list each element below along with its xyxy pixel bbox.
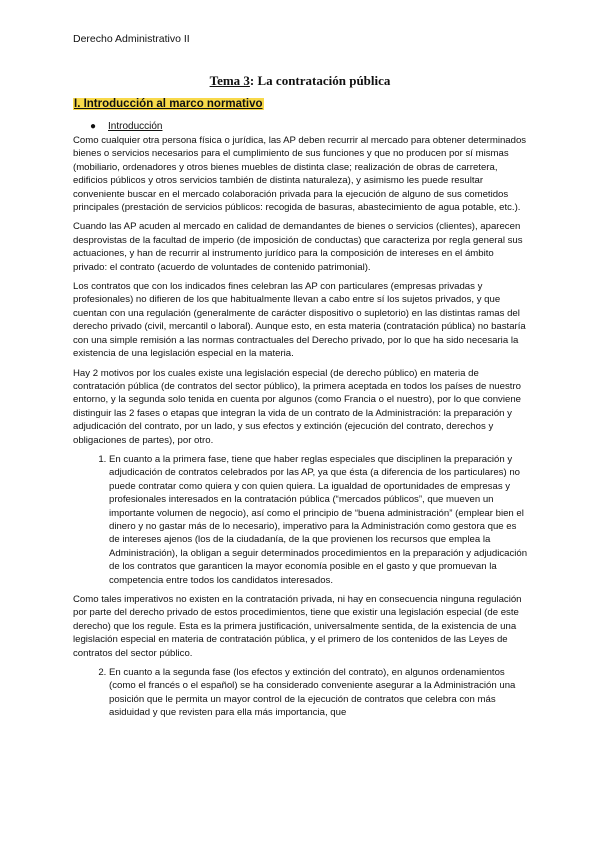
paragraph: Los contratos que con los indicados fines celebran las AP con particulares (empresas privadas y profesionales) no difieren de los que habitualmente llevan a cabo entre sí los sujetos privados, y que cuentan con una regulación (generalmente de carácter dispositivo o supletorio) en las distintas ramas del derecho privado (civil, mercantil o laboral). Aunque esto, en esta materia (contratación pública) no bastaría con una simple remisión a las normas contractuales del Derecho privado, por lo que ha sido necesaria la existencia de una legislación especial en la materia.: [73, 281, 526, 360]
page-header: Derecho Administrativo II: [73, 33, 190, 45]
bullet-symbol: ●: [90, 121, 97, 132]
paragraph: Cuando las AP acuden al mercado en calidad de demandantes de bienes o servicios (clientes), aparecen desprovistas de la facultad de imperio (de imposición de conductas) que caracteriza por regla general sus actuaciones, y han de recurrir al instrumento jurídico para la composición de intereses en el ámbito privado: el contrato (acuerdo de voluntades de contenido patrimonial).: [73, 221, 523, 273]
document-title: [0, 73, 600, 89]
list-item: 1. En cuanto a la primera fase, tiene que haber reglas especiales que disciplinen la preparación y adjudicación de contratos celebrados por las AP, ya que ésta (a diferencia de los particulares) no puede contratar como quiera y con quien quiera. La igualdad de oportunidades de empresas y profesionales interesados en la contratación pública (“mercados públicos”, que mueven un importante volumen de negocio), así como el principio de “buena administración” (emplear bien el dinero y no gastar más de lo necesario), imperativo para la Administración como gestora que es de intereses ajenos (los de la ciudadanía, de la que provienen los recursos que emplea la Administración), la obligan a seguir determinados procedimientos en la preparación y adjudicación de los contratos que garanticen la mayor economía posible en el gasto y que promuevan la competencia entre todos los candidatos interesados.: [109, 453, 528, 587]
paragraph: Como cualquier otra persona física o jurídica, las AP deben recurrir al mercado para obtener determinados bienes o servicios necesarios para el cumplimiento de sus funciones y que no producen por sí mismas (mobiliario, ordenadores y otros bienes muebles de distinta clase; realización de obras de carretera, edificios públicos y otros servicios también de distinta naturaleza), y asimismo les puede resultar conveniente buscar en el mercado colaboración privada para la ejecución de alguno de sus cometidos principales (prestación de servicios públicos: recogida de basuras, abastecimiento de agua potable, etc.).: [73, 135, 527, 214]
subsection-bullet: [90, 121, 162, 132]
document-body: [73, 134, 528, 726]
numbered-list: [73, 453, 528, 587]
section-heading: I. Introducción al marco normativo: [74, 98, 263, 110]
paragraph: Hay 2 motivos por los cuales existe una legislación especial (de derecho público) en materia de contratación pública (de contratos del sector público), la primera aceptada en todos los países de nuestro entorno, y la segunda solo tenida en cuenta por algunos (como Francia o el nuestro), por lo que conviene distinguir las 2 fases o etapas que integran la vida de un contrato de la Administración: la preparación y adjudicación del contrato, por un lado, y sus efectos y extinción (ejecución del contrato, derechos y obligaciones de partes), por otro.: [73, 367, 521, 446]
paragraph: Como tales imperativos no existen en la contratación privada, ni hay en consecuencia ninguna regulación por parte del derecho privado de estos procedimientos, tiene que existir una legislación especial (de este derecho) que los regule. Esta es la primera justificación, universalmente sentida, de la existencia de una legislación especial en materia de contratación pública, y el primero de los contenidos de las Leyes de contratos del sector público.: [73, 594, 522, 659]
subsection-label: Introducción: [108, 121, 163, 132]
title-rest: : La contratación pública: [249, 73, 391, 88]
list-item: 2. En cuanto a la segunda fase (los efectos y extinción del contrato), en algunos ordenamientos (como el francés o el español) se ha considerado conveniente asegurar a la Administración una posición que le permita un mayor control de la ejecución de contratos que celebra con más asiduidad y que revisten para ella más importancia, que: [109, 666, 528, 720]
numbered-list: [73, 666, 528, 720]
title-label: Tema 3: [209, 73, 250, 88]
